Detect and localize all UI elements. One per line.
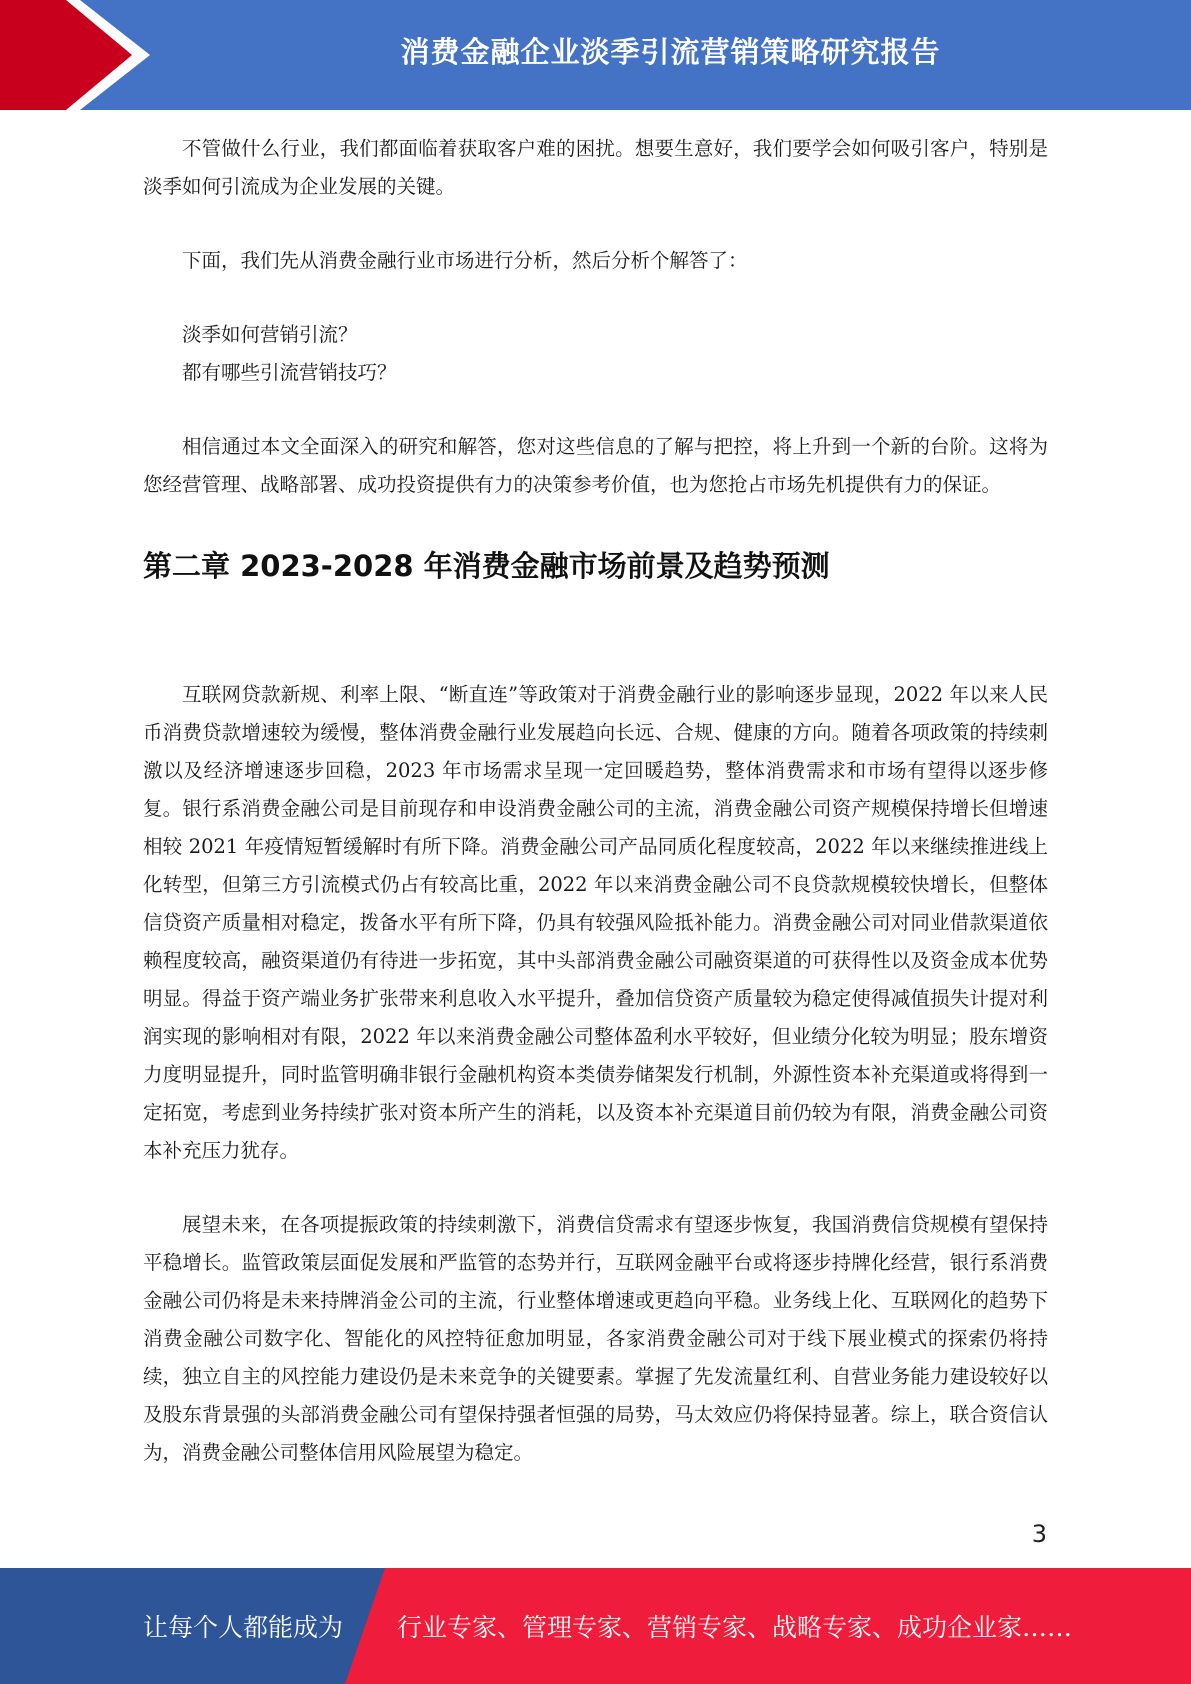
intro-paragraph-1: 不管做什么行业，我们都面临着获取客户难的困扰。想要生意好，我们要学会如何吸引客户，特别是淡季如何引流成为企业发展的关键。 xyxy=(143,137,1048,198)
body-paragraph-2: 展望未来，在各项提振政策的持续刺激下，消费信贷需求有望逐步恢复，我国消费信贷规模有望保持平稳增长。监管政策层面促发展和严监管的态势并行，互联网金融平台或将逐步持牌化经营，银行系消费金融公司仍将是未来持牌消金公司的主流，行业整体增速或更趋向平稳。业务线上化、互联网化的趋势下消费金融公司数字化、智能化的风控特征愈加明显，各家消费金融公司对于线下展业模式的探索仍将持续，独立自主的风控能力建设仍是未来竞争的关键要素。掌握了先发流量红利、自营业务能力建设较好以及股东背景强的头部消费金融公司有望保持强者恒强的局势，马太效应仍将保持显著。综上，联合资信认为，消费金融公司整体信用风险展望为稳定。 xyxy=(143,1213,1048,1464)
footer-slogan: 让每个人都能成为 xyxy=(143,1613,344,1642)
closing-paragraph: 相信通过本文全面深入的研究和解答，您对这些信息的了解与把控，将上升到一个新的台阶。这将为您经营管理、战略部署、成功投资提供有力的决策参考价值，也为您抢占市场先机提供有力的保证。 xyxy=(143,435,1048,496)
question-1: 淡季如何营销引流？ xyxy=(182,323,358,346)
question-2: 都有哪些引流营销技巧？ xyxy=(182,361,397,384)
report-title: 消费金融企业淡季引流营销策略研究报告 xyxy=(400,34,941,69)
red-chevron-decoration xyxy=(0,0,150,110)
body-paragraph-1: 互联网贷款新规、利率上限、“断直连”等政策对于消费金融行业的影响逐步显现，2022 年以来人民币消费贷款增速较为缓慢，整体消费金融行业发展趋向长远、合规、健康的方向。随着各项政策的持续刺激以及经济增速逐步回稳，2023 年市场需求呈现一定回暖趋势，整体消费需求和市场有望得以逐步修复。银行系消费金融公司是目前现存和申设消费金融公司的主流，消费金融公司资产规模保持增长但增速相较 2021 年疫情短暂缓解时有所下降。消费金融公司产品同质化程度较高，2022 年以来继续推进线上化转型，但第三方引流模式仍占有较高比重，2022 年以来消费金融公司不良贷款规模较快增长，但整体信贷资产质量相对稳定，拨备水平有所下降，仍具有较强风险抵补能力。消费金融公司对同业借款渠道依赖程度较高，融资渠道仍有待进一步拓宽，其中头部消费金融公司融资渠道的可获得性以及资金成本优势明显。得益于资产端业务扩张带来利息收入水平提升，叠加信贷资产质量较为稳定使得减值损失计提对利润实现的影响相对有限，2022 年以来消费金融公司整体盈利水平较好，但业绩分化较为明显；股东增资力度明显提升，同时监管明确非银行金融机构资本类债券储架发行机制，外源性资本补充渠道或将得到一定拓宽，考虑到业务持续扩张对资本所产生的消耗，以及资本补充渠道目前仍较为有限，消费金融公司资本补充压力犹存。 xyxy=(143,683,1048,1162)
page-footer xyxy=(0,1568,1191,1684)
intro-paragraph-2: 下面，我们先从消费金融行业市场进行分析，然后分析个解答了： xyxy=(182,249,748,272)
page-number: 3 xyxy=(1031,1520,1047,1548)
page-content xyxy=(143,130,1048,1472)
chapter-heading: 第二章 2023-2028 年消费金融市场前景及趋势预测 xyxy=(143,549,830,583)
page-header xyxy=(0,0,1191,110)
footer-roles: 行业专家、管理专家、营销专家、战略专家、成功企业家…… xyxy=(397,1613,1073,1642)
